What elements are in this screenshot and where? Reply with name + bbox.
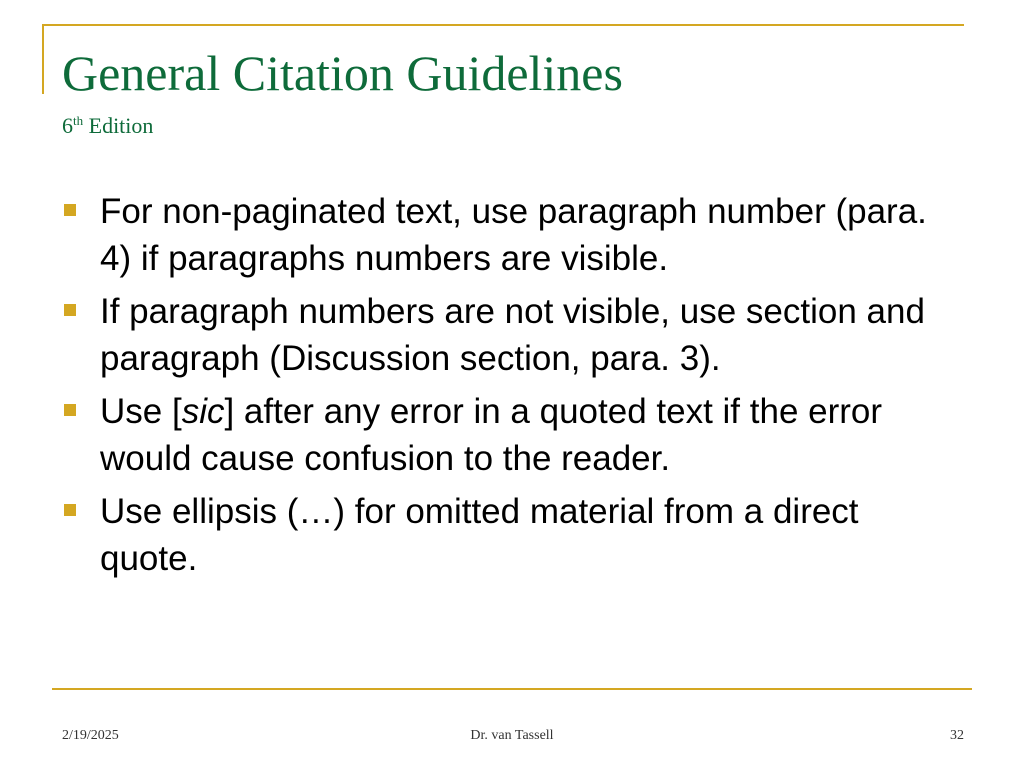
bullet-text: For non-paginated text, use paragraph number (para. 4) if paragraphs numbers are visible.: [100, 192, 927, 278]
bullet-text-after: ] after any error in a quoted text if the error would cause confusion to the reader.: [100, 392, 883, 478]
bullet-text: [100, 392, 882, 478]
bullet-item: [62, 188, 942, 282]
square-bullet-icon: [64, 304, 76, 316]
top-frame-line: [42, 24, 964, 26]
slide-title: General Citation Guidelines: [62, 45, 623, 101]
left-frame-line: [42, 24, 44, 94]
bullet-text: Use ellipsis (…) for omitted material from a direct quote.: [100, 492, 859, 578]
bullet-list: [62, 188, 942, 588]
bullet-item: [62, 388, 942, 482]
bullet-text-italic: sic: [181, 392, 225, 431]
bullet-item: [62, 288, 942, 382]
footer-author: Dr. van Tassell: [470, 728, 554, 743]
square-bullet-icon: [64, 404, 76, 416]
edition-label: Edition: [83, 113, 154, 138]
footer-date: 2/19/2025: [62, 728, 119, 743]
bullet-item: [62, 488, 942, 582]
square-bullet-icon: [64, 204, 76, 216]
slide-subtitle: [62, 112, 153, 140]
edition-number: 6: [62, 113, 73, 138]
square-bullet-icon: [64, 504, 76, 516]
footer-page-number: 32: [950, 728, 964, 743]
bullet-text: If paragraph numbers are not visible, use section and paragraph (Discussion section, para. 3).: [100, 292, 925, 378]
footer-divider: [52, 688, 972, 690]
bullet-text-before: Use [: [100, 392, 182, 431]
edition-ordinal-suffix: th: [73, 113, 84, 128]
